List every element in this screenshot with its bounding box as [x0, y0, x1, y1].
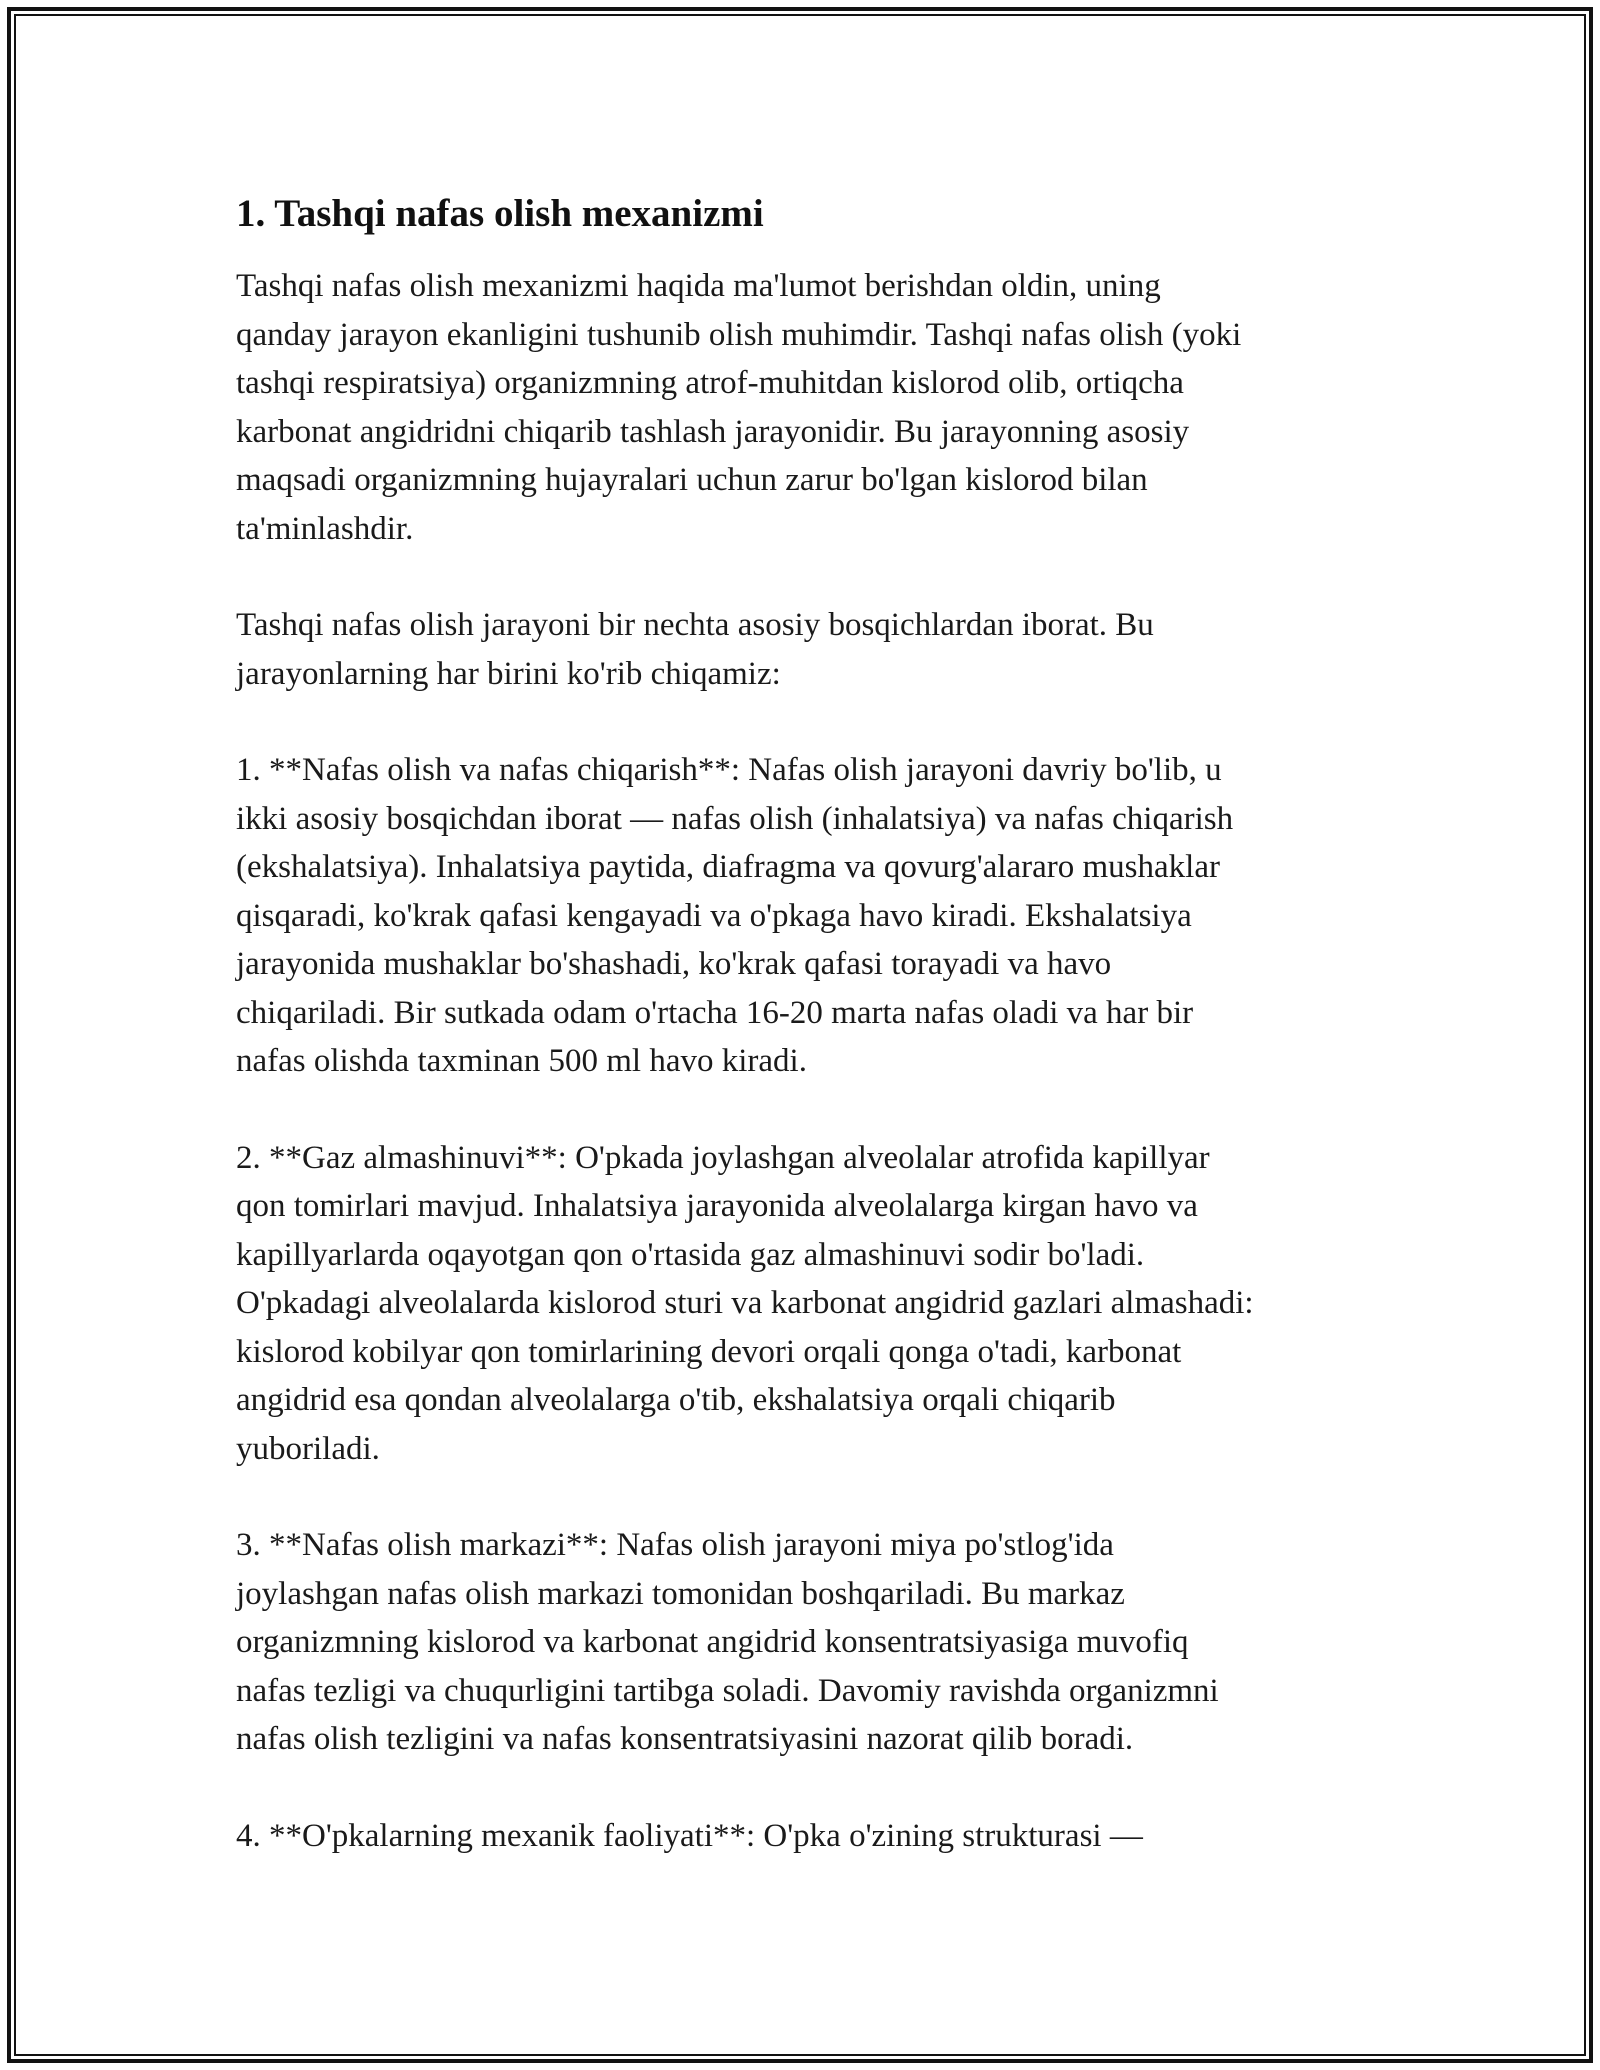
- paragraph-item-3: 3. **Nafas olish markazi**: Nafas olish jarayoni miya po'stlog'ida joylashgan nafas olish markazi tomonidan boshqariladi. Bu markaz organizmning kislorod va karbonat angidrid konsentratsiyasiga muvofiq nafas tezligi va chuqurligini tartibga soladi. Davomiy ravishda organizmni nafas olish tezligini va nafas konsentratsiyasini nazorat qilib boradi.: [236, 1527, 1219, 1757]
- section-heading: 1. Tashqi nafas olish mexanizmi: [236, 192, 764, 235]
- paragraph-item-2: 2. **Gaz almashinuvi**: O'pkada joylashgan alveolalar atrofida kapillyar qon tomirlari mavjud. Inhalatsiya jarayonida alveolalarga kirgan havo va kapillyarlarda oqayotgan qon o'rtasida gaz almashinuvi sodir bo'ladi. O'pkadagi alveolalarda kislorod sturi va karbonat angidrid gazlari almashadi: kislorod kobilyar qon tomirlarining devori orqali qonga o'tadi, karbonat angidrid esa qondan alveolalarga o'tib, ekshalatsiya orqali chiqarib yuboriladi.: [236, 1139, 1254, 1467]
- paragraph-stages-intro: Tashqi nafas olish jarayoni bir nechta asosiy bosqichlardan iborat. Bu jarayonlarning har birini ko'rib chiqamiz:: [236, 607, 1154, 692]
- paragraph-item-1: 1. **Nafas olish va nafas chiqarish**: Nafas olish jarayoni davriy bo'lib, u ikki asosiy bosqichdan iborat — nafas olish (inhalatsiya) va nafas chiqarish (ekshalatsiya). Inhalatsiya paytida, diafragma va qovurg'alararo mushaklar qisqaradi, ko'krak qafasi kengayadi va o'pkaga havo kiradi. Ekshalatsiya jarayonida mushaklar bo'shashadi, ko'krak qafasi torayadi va havo chiqariladi. Bir sutkada odam o'rtacha 16-20 marta nafas oladi va har bir nafas olishda taxminan 500 ml havo kiradi.: [236, 752, 1234, 1079]
- paragraph-item-4: 4. **O'pkalarning mexanik faoliyati**: O'pka o'zining strukturasi —: [236, 1817, 1143, 1854]
- document-body: [236, 186, 1366, 1908]
- paragraph-intro: Tashqi nafas olish mexanizmi haqida ma'lumot berishdan oldin, uning qanday jarayon ekanligini tushunib olish muhimdir. Tashqi nafas olish (yoki tashqi respiratsiya) organizmning atrof-muhitdan kislorod olib, ortiqcha karbonat angidridni chiqarib tashlash jarayonidir. Bu jarayonning asosiy maqsadi organizmning hujayralari uchun zarur bo'lgan kislorod bilan ta'minlashdir.: [236, 268, 1242, 547]
